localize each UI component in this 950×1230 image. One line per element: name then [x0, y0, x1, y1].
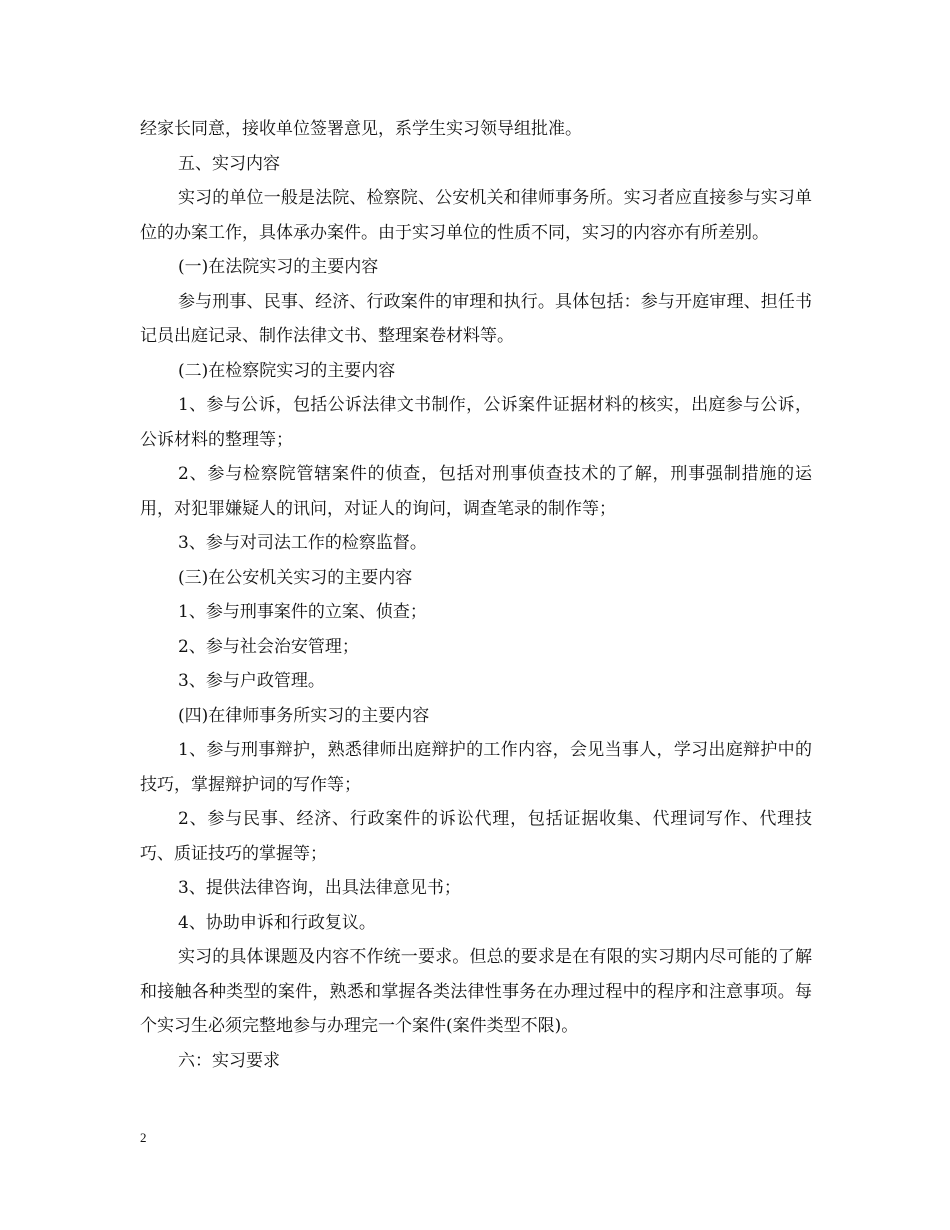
- page-number: 2: [140, 1130, 147, 1145]
- paragraph: 参与刑事、民事、经济、行政案件的审理和执行。具体包括：参与开庭审理、担任书记员出庭记录、制作法律文书、整理案卷材料等。: [140, 291, 812, 346]
- paragraph: 实习的单位一般是法院、检察院、公安机关和律师事务所。实习者应直接参与实习单位的办案工作，具体承办案件。由于实习单位的性质不同，实习的内容亦有所差别。: [140, 188, 812, 243]
- paragraph: 六：实习要求: [178, 1050, 280, 1071]
- document-body: [140, 112, 812, 1078]
- paragraph: (一)在法院实习的主要内容: [178, 257, 379, 277]
- paragraph: (二)在检察院实习的主要内容: [178, 360, 396, 381]
- paragraph: 3、提供法律咨询，出具法律意见书；: [178, 878, 461, 898]
- paragraph: (三)在公安机关实习的主要内容: [178, 567, 413, 588]
- paragraph: 2、参与社会治安管理；: [178, 636, 359, 657]
- paragraph: 五、实习内容: [178, 153, 280, 174]
- paragraph: 经家长同意，接收单位签署意见，系学生实习领导组批准。: [140, 119, 582, 139]
- paragraph: 4、协助申诉和行政复议。: [178, 912, 376, 933]
- paragraph: 2、参与检察院管辖案件的侦查，包括对刑事侦查技术的了解，刑事强制措施的运用，对犯罪嫌疑人的讯问，对证人的询问，调查笔录的制作等；: [140, 464, 812, 519]
- paragraph: 1、参与公诉，包括公诉法律文书制作，公诉案件证据材料的核实，出庭参与公诉，公诉材料的整理等；: [140, 395, 812, 450]
- paragraph: 2、参与民事、经济、行政案件的诉讼代理，包括证据收集、代理词写作、代理技巧、质证技巧的掌握等；: [140, 809, 812, 864]
- paragraph: 实习的具体课题及内容不作统一要求。但总的要求是在有限的实习期内尽可能的了解和接触各种类型的案件，熟悉和掌握各类法律性事务在办理过程中的程序和注意事项。每个实习生必须完整地参与办理完一个案件(案件类型不限)。: [140, 947, 812, 1036]
- paragraph: 1、参与刑事辩护，熟悉律师出庭辩护的工作内容，会见当事人，学习出庭辩护中的技巧，掌握辩护词的写作等；: [140, 740, 812, 795]
- paragraph: 3、参与对司法工作的检察监督。: [178, 533, 427, 553]
- paragraph: 1、参与刑事案件的立案、侦查；: [178, 602, 427, 622]
- paragraph: 3、参与户政管理。: [178, 671, 325, 691]
- paragraph: (四)在律师事务所实习的主要内容: [178, 705, 430, 726]
